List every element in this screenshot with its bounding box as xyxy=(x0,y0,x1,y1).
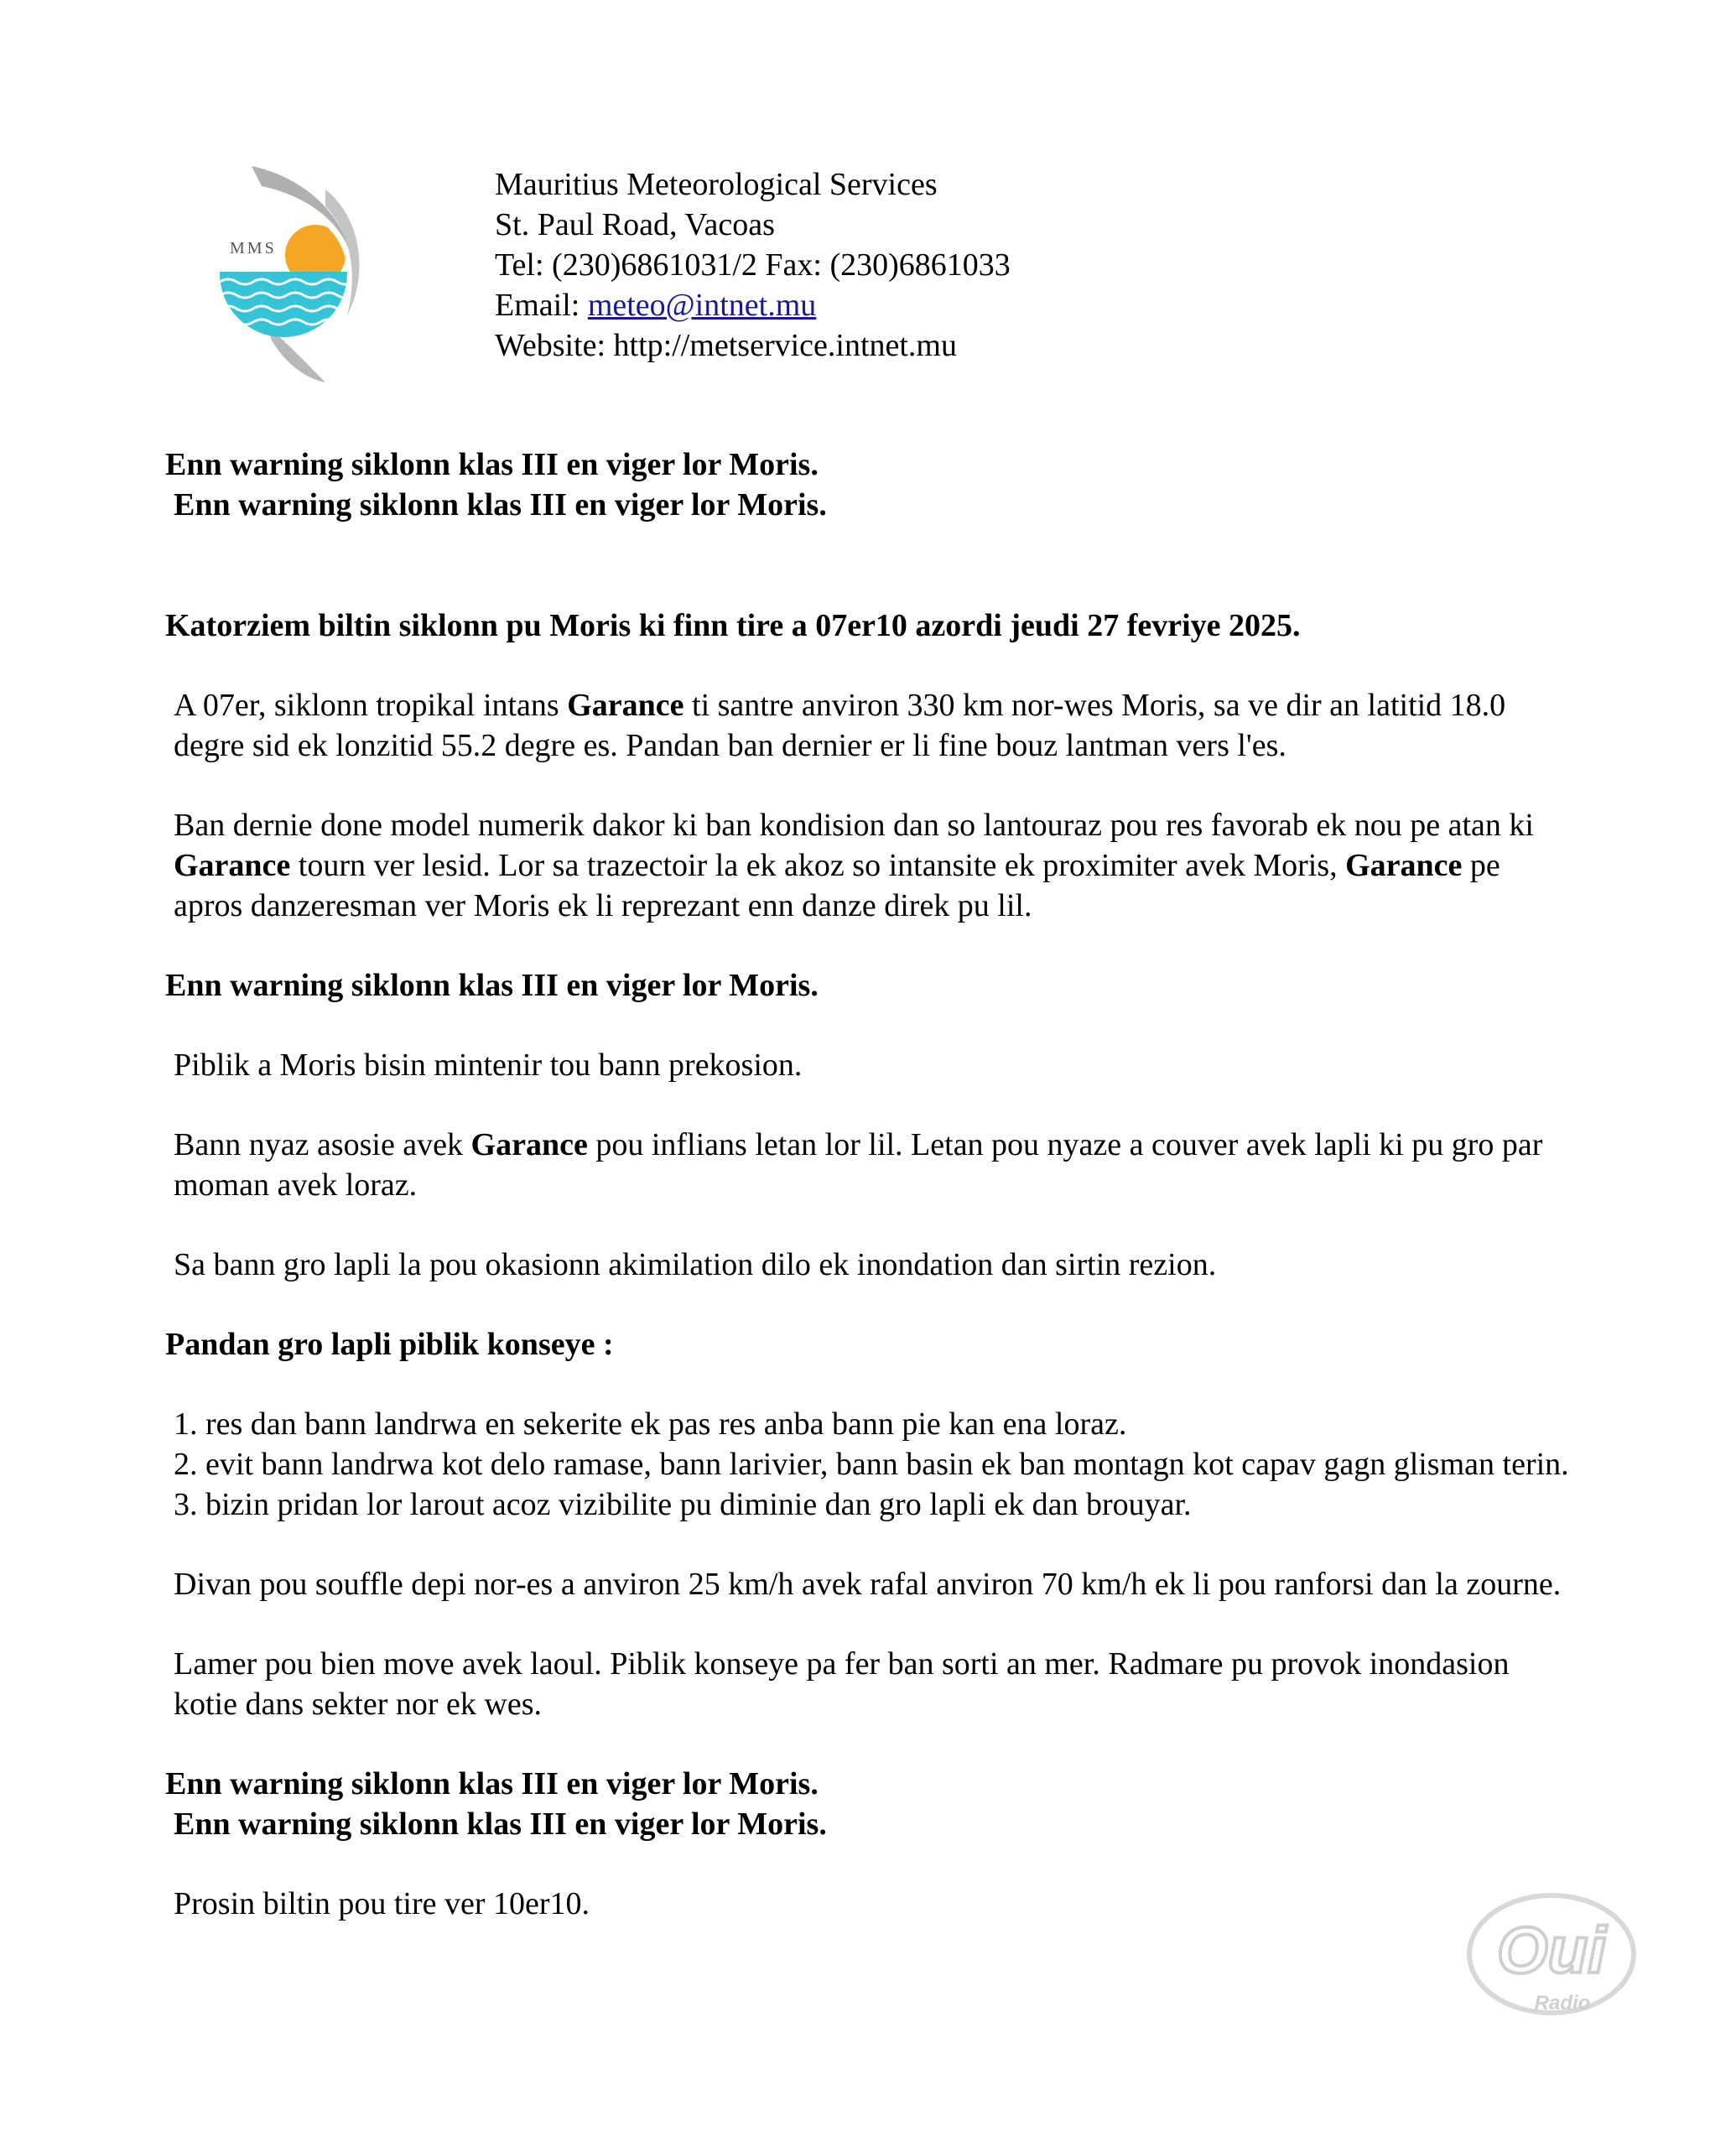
paragraph-flooding: Sa bann gro lapli la pou okasionn akimilation dilo ek inondation dan sirtin rezion. xyxy=(174,1247,1217,1282)
paragraph-wind: Divan pou souffle depi nor-es a anviron 25 km/h avek rafal anviron 70 km/h ek li pou ranforsi dan la zourne. xyxy=(174,1567,1562,1602)
para1-text-a: A 07er, siklonn tropikal intans xyxy=(174,688,568,723)
email-link[interactable]: meteo@intnet.mu xyxy=(587,288,817,323)
advice-item-2: 2. evit bann landrwa kot delo ramase, bann larivier, bann basin ek ban montagn kot capav gagn glisman terin. xyxy=(174,1447,1569,1482)
bulletin-title: Katorziem biltin siklonn pu Moris ki finn tire a 07er10 azordi jeudi 27 fevriye 2025. xyxy=(165,608,1301,643)
next-bulletin: Prosin biltin pou tire ver 10er10. xyxy=(174,1886,590,1921)
paragraph-precautions: Piblik a Moris bisin mintenir tou bann prekosion. xyxy=(174,1048,803,1083)
bulletin-body xyxy=(165,444,1574,1924)
advice-item-3: 3. bizin pridan lor larout acoz vizibilite pu diminie dan gro lapli ek dan brouyar. xyxy=(174,1487,1192,1522)
paragraph-forecast xyxy=(165,805,1574,926)
org-tel-fax: Tel: (230)6861031/2 Fax: (230)6861033 xyxy=(495,247,1011,283)
mms-logo xyxy=(200,161,367,386)
warning-end-repeat: Enn warning siklonn klas III en viger lor Moris. xyxy=(174,1806,827,1842)
org-email xyxy=(495,285,1011,325)
watermark-logo-text: Oui xyxy=(1497,1913,1606,1987)
cyclone-name: Garance xyxy=(470,1127,588,1162)
warning-mid: Enn warning siklonn klas III en viger lor Moris. xyxy=(165,968,819,1003)
cyclone-name: Garance xyxy=(567,688,684,723)
warning-end: Enn warning siklonn klas III en viger lor Moris. xyxy=(165,1766,819,1801)
warning-heading: Enn warning siklonn klas III en viger lor Moris. xyxy=(165,447,819,482)
cyclone-name: Garance xyxy=(1345,848,1463,883)
paragraph-position xyxy=(165,685,1574,766)
logo-text: MMS xyxy=(230,239,277,257)
watermark-subtext: Radio xyxy=(1534,1992,1591,2014)
warning-heading-repeat: Enn warning siklonn klas III en viger lor Moris. xyxy=(174,487,827,522)
oui-radio-watermark xyxy=(1463,1887,1640,2021)
para2-text-c: pe apros danzeresman ver Moris ek li reprezant enn danze direk pu lil. xyxy=(174,848,1500,923)
para1-text-b: ti santre anviron 330 km nor-wes Moris, sa ve dir an latitid 18.0 degre sid ek lonzitid 55.2 degre es. Pandan ban dernier er li fine bouz lantman vers l'es. xyxy=(174,688,1506,763)
paragraph-weather xyxy=(165,1125,1574,1205)
advice-item-1: 1. res dan bann landrwa en sekerite ek pas res anba bann pie kan ena loraz. xyxy=(174,1406,1127,1442)
paragraph-sea: Lamer pou bien move avek laoul. Piblik konseye pa fer ban sorti an mer. Radmare pu provok inondasion kotie dans sekter nor ek wes. xyxy=(174,1646,1510,1722)
para2-text-b: tourn ver lesid. Lor sa trazectoir la ek akoz so intansite ek proximiter avek Moris, xyxy=(290,848,1346,883)
letterhead-contact xyxy=(495,164,1011,366)
org-address: St. Paul Road, Vacoas xyxy=(495,207,775,242)
org-name: Mauritius Meteorological Services xyxy=(495,167,938,202)
para4-text-b: pou inflians letan lor lil. Letan pou nyaze a couver avek lapli ki pu gro par moman avek loraz. xyxy=(174,1127,1543,1203)
para2-text-a: Ban dernie done model numerik dakor ki ban kondision dan so lantouraz pou res favorab ek nou pe atan ki xyxy=(174,808,1534,843)
email-label: Email: xyxy=(495,288,588,323)
para4-text-a: Bann nyaz asosie avek xyxy=(174,1127,471,1162)
org-website: Website: http://metservice.intnet.mu xyxy=(495,328,957,363)
cyclone-name: Garance xyxy=(174,848,291,883)
advice-heading: Pandan gro lapli piblik konseye : xyxy=(165,1327,614,1362)
